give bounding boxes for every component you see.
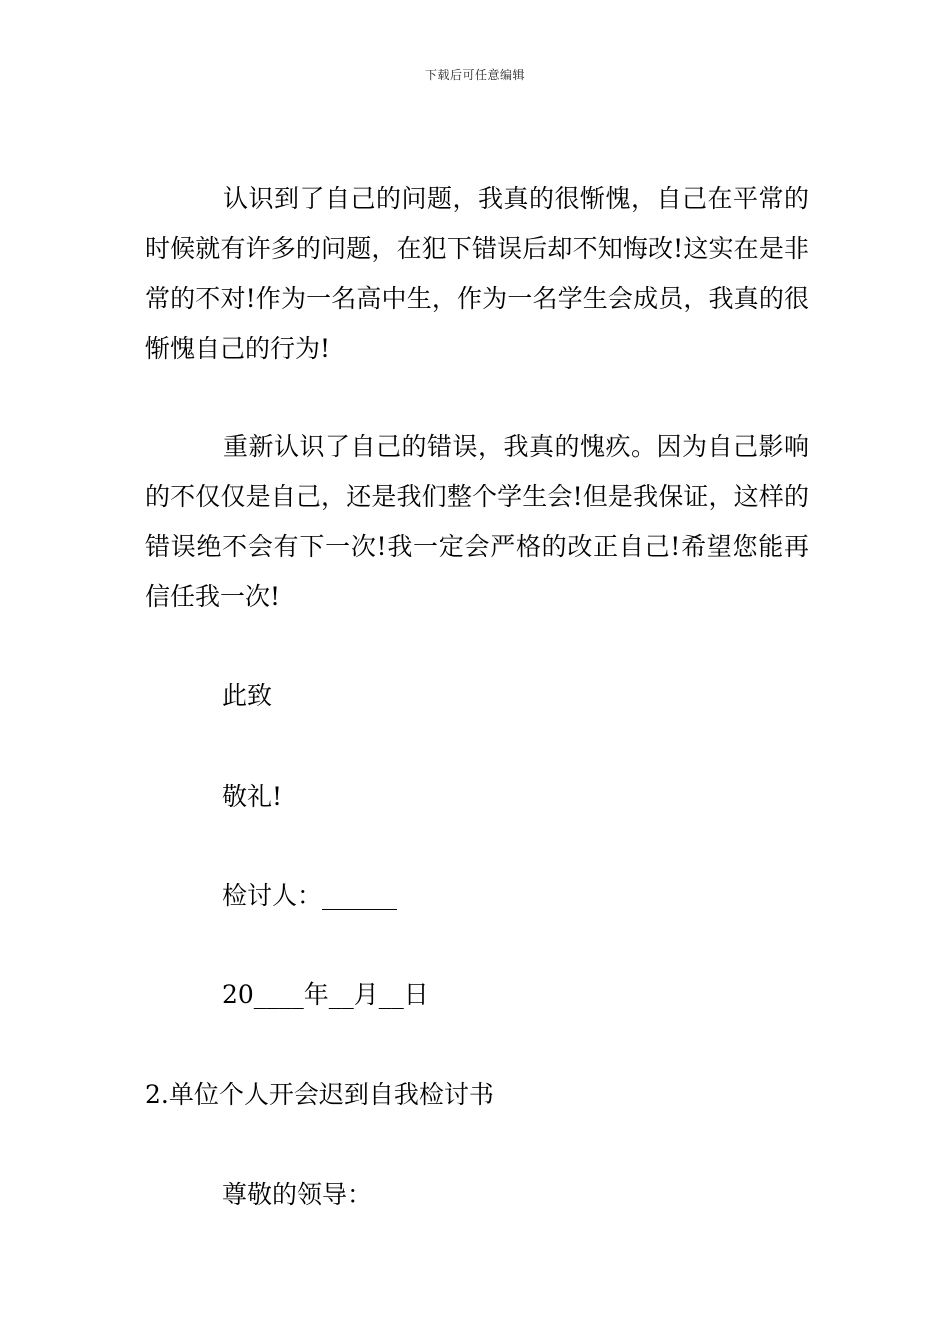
closing-line-2: 敬礼! <box>222 782 283 811</box>
salutation-line: 尊敬的领导： <box>222 1180 373 1209</box>
paragraph-apology-promise: 重新认识了自己的错误，我真的愧疚。因为自己影响的不仅仅是自己，还是我们整个学生会!但是我保证，这样的错误绝不会有下一次!我一定会严格的改正自己!希望您能再信任我一次! <box>145 432 809 611</box>
paragraph-self-reflection: 认识到了自己的问题，我真的很惭愧，自己在平常的时候就有许多的问题，在犯下错误后却不知悔改!这实在是非常的不对!作为一名高中生，作为一名学生会成员，我真的很惭愧自己的行为! <box>145 184 809 363</box>
page-header-note: 下载后可任意编辑 <box>424 68 525 82</box>
signature-line: 检讨人：______ <box>222 881 398 910</box>
closing-line-1: 此致 <box>222 681 273 710</box>
section-heading: 2.单位个人开会迟到自我检讨书 <box>145 1080 494 1109</box>
date-line: 20____年__月__日 <box>222 980 429 1009</box>
